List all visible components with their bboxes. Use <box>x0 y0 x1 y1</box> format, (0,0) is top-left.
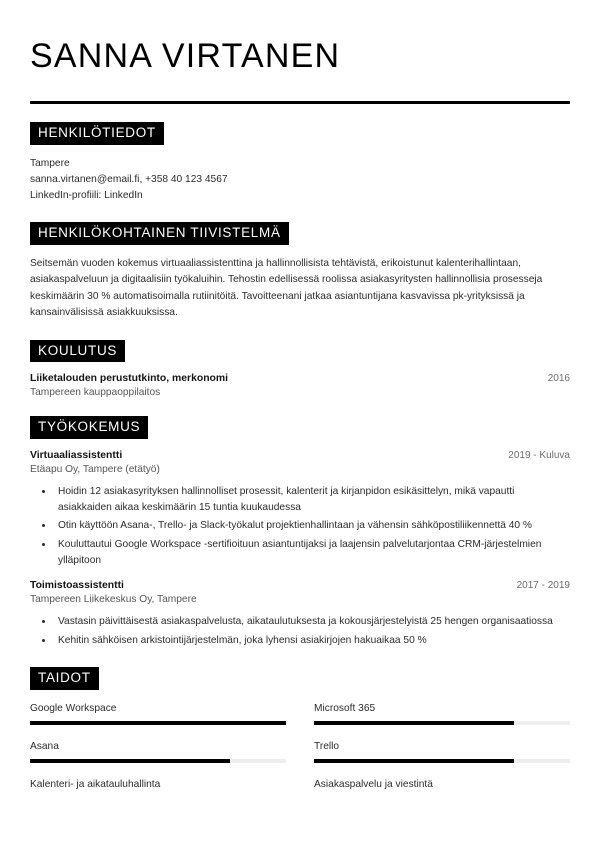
skill-progress-track <box>30 759 286 763</box>
experience-entry <box>30 450 570 570</box>
skill-progress-fill <box>314 759 514 763</box>
list-item: • Vastasin päivittäisestä asiakaspalvelusta, aikataulutuksesta ja kokousjärjestelyistä 25 hengen organisaatiossa <box>54 614 570 630</box>
skill-item <box>30 741 286 763</box>
section-summary <box>30 222 570 322</box>
section-personal-details <box>30 122 570 204</box>
experience-date: 2017 - 2019 <box>516 580 570 592</box>
skill-progress-fill <box>314 721 514 725</box>
skill-progress-track <box>30 721 286 725</box>
section-education <box>30 340 570 399</box>
experience-job-title: Virtuaaliassistentti <box>30 449 123 461</box>
section-experience <box>30 416 570 649</box>
page-title: SANNA VIRTANEN <box>30 37 341 75</box>
contact-location: Tampere <box>30 157 70 169</box>
education-institution: Tampereen kauppaoppilaitos <box>30 387 161 399</box>
experience-entry <box>30 580 570 649</box>
education-date: 2016 <box>547 373 570 385</box>
skill-item <box>314 741 570 763</box>
experience-bullet-list <box>30 484 570 570</box>
contact-email-phone: sanna.virtanen@email.fi, +358 40 123 4567 <box>30 174 228 186</box>
experience-entry-head <box>30 450 570 461</box>
section-badge-summary: HENKILÖKOHTAINEN TIIVISTELMÄ <box>30 222 289 245</box>
contact-linkedin: LinkedIn-profiili: LinkedIn <box>30 190 143 202</box>
education-entry-head <box>30 373 570 384</box>
header-divider <box>30 101 570 104</box>
experience-date: 2019 - Kuluva <box>508 449 570 461</box>
list-item: • Kehitin sähköisen arkistointijärjestelmän, joka lyhensi asiakirjojen hakuaikaa 50 % <box>54 633 570 649</box>
skill-item <box>314 779 570 797</box>
section-badge-personal-details: HENKILÖTIEDOT <box>30 122 164 145</box>
experience-bullet-list <box>30 614 570 649</box>
skill-progress-track <box>314 721 570 725</box>
section-badge-skills: TAIDOT <box>30 667 99 690</box>
skill-label: Trello <box>314 740 340 752</box>
section-badge-education: KOULUTUS <box>30 340 125 363</box>
experience-company: Etäapu Oy, Tampere (etätyö) <box>30 463 160 475</box>
skill-progress-track <box>314 759 570 763</box>
list-item: • Hoidin 12 asiakasyrityksen hallinnolliset prosessit, kalenterit ja kirjanpidon esikäsittelyn, mikä vapautti asiakkaiden aikaa keskimäärin 15 tuntia kuukaudessa <box>54 484 570 517</box>
contact-block <box>30 156 570 204</box>
skill-progress-fill <box>30 759 230 763</box>
experience-entry-head <box>30 580 570 591</box>
skill-item <box>314 703 570 725</box>
skill-progress-fill <box>30 721 286 725</box>
skill-label: Kalenteri- ja aikatauluhallinta <box>30 778 161 790</box>
summary-text: Seitsemän vuoden kokemus virtuaaliassistenttina ja hallinnollisista tehtävistä, erikoistunut kalenterihallintaan, asiakaspalveluun ja digitaalisiin työkaluihin. Tehostin edellisessä roolissa asiakasyritysten hallinnollisia prosesseja keskimäärin 30 % automatisoimalla rutiinitöitä. Tavoitteenani jatkaa asiantuntijana kasvavissa pk-yrityksissä ja kansainvälisissä asiakkuuksissa. <box>30 257 543 319</box>
education-degree: Liiketalouden perustutkinto, merkonomi <box>30 373 229 385</box>
skill-label: Google Workspace <box>30 702 117 714</box>
skill-label: Microsoft 365 <box>314 702 376 714</box>
section-skills <box>30 667 570 813</box>
experience-job-title: Toimistoassistentti <box>30 580 124 592</box>
skill-item <box>30 703 286 725</box>
skill-label: Asana <box>30 740 59 752</box>
list-item: • Otin käyttöön Asana-, Trello- ja Slack-työkalut projektienhallintaan ja vähensin sähköpostiliikennettä 40 % <box>54 518 570 534</box>
section-badge-experience: TYÖKOKEMUS <box>30 416 148 439</box>
skill-label: Asiakaspalvelu ja viestintä <box>314 778 433 790</box>
list-item: • Kouluttautui Google Workspace -sertifioituun asiantuntijaksi ja laajensin palvelutarjontaa CRM-järjestelmien ylläpitoon <box>54 537 570 570</box>
experience-company: Tampereen Liikekeskus Oy, Tampere <box>30 594 197 606</box>
skills-grid <box>30 703 570 813</box>
skill-item <box>30 779 286 797</box>
education-entry <box>30 373 570 398</box>
